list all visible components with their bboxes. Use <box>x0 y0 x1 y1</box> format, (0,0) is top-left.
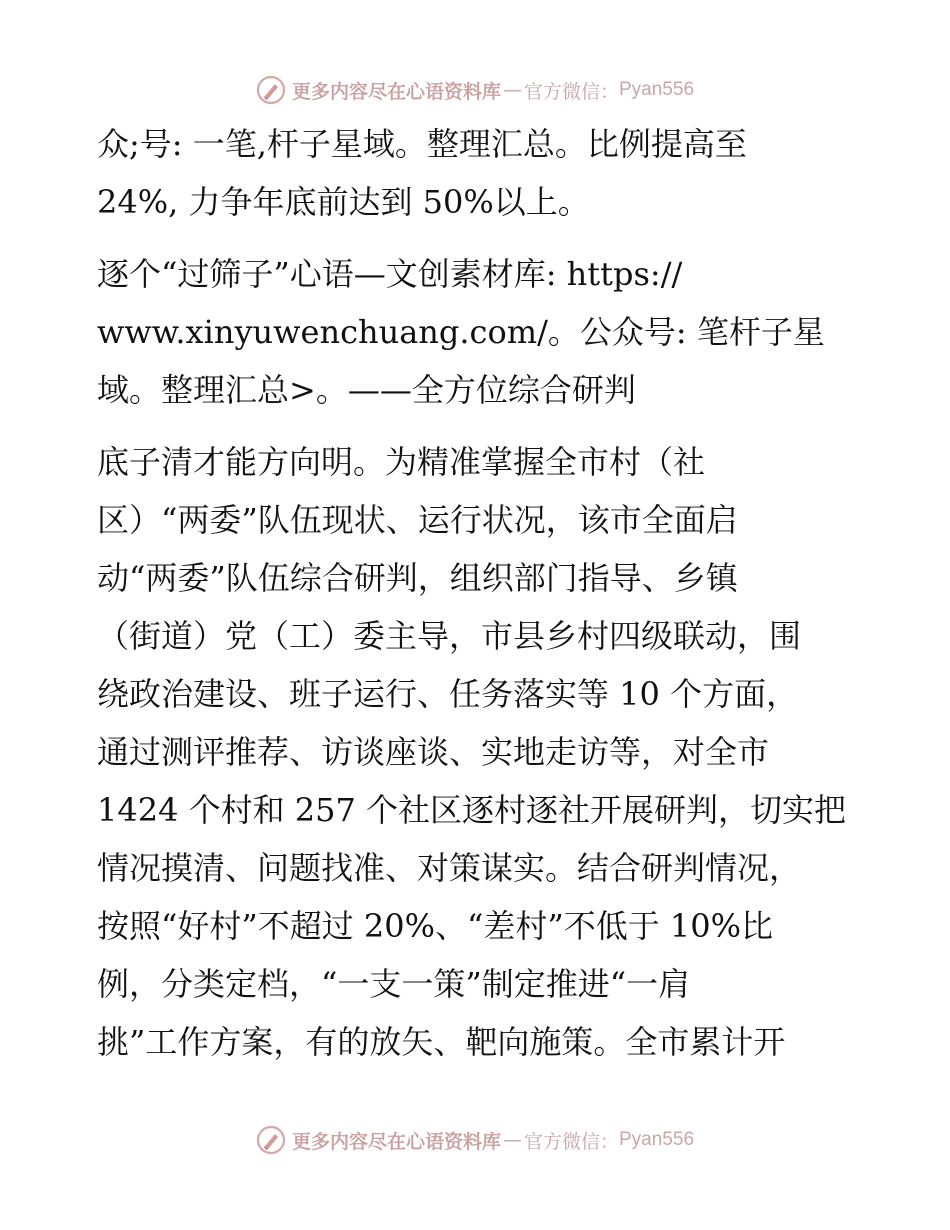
watermark-official-text: 官方微信： <box>523 80 619 103</box>
text-line: 众;号: 一笔,杆子星域。整理汇总。比例提高至 <box>97 125 747 163</box>
text-line: 1424 个村和 257 个社区逐村逐社开展研判，切实把 <box>97 791 847 829</box>
text-line: 挑”工作方案，有的放矢、靶向施策。全市累计开 <box>97 1023 786 1061</box>
watermark-separator: — <box>502 79 522 101</box>
text-line: 情况摸清、问题找准、对策谋实。结合研判情况， <box>97 849 802 887</box>
text-line: 24%, 力争年底前达到 50%以上。 <box>97 183 590 221</box>
watermark-wechat-id: Pyan556 <box>619 79 695 100</box>
text-line: 按照“好村”不超过 20%、“差村”不低于 10%比 <box>97 907 774 945</box>
text-line: 动“两委”队伍综合研判，组织部门指导、乡镇 <box>97 559 738 597</box>
paragraph-2 <box>97 245 857 419</box>
text-line: （街道）党（工）委主导，市县乡村四级联动，围 <box>97 617 802 655</box>
text-line: 区）“两委”队伍现状、运行状况，该市全面启 <box>97 501 738 539</box>
watermark-site-text: 更多内容尽在心语资料库 <box>291 80 501 103</box>
watermark-wechat-id: Pyan556 <box>619 1129 695 1150</box>
watermark-separator: — <box>502 1129 522 1151</box>
text-line: 例，分类定档，“一支一策”制定推进“一肩 <box>97 965 691 1003</box>
text-line: www.xinyuwenchuang.com/。公众号: 笔杆子星 <box>97 313 825 351</box>
paragraph-3 <box>97 433 857 1071</box>
text-line: 绕政治建设、班子运行、任务落实等 10 个方面， <box>97 675 799 713</box>
document-body <box>97 115 857 1071</box>
pen-logo-icon <box>256 1125 286 1155</box>
watermark-site-text: 更多内容尽在心语资料库 <box>291 1130 501 1153</box>
watermark-official-text: 官方微信： <box>523 1130 619 1153</box>
paragraph-1 <box>97 115 857 231</box>
pen-logo-icon <box>256 75 286 105</box>
text-line: 底子清才能方向明。为精准掌握全市村（社 <box>97 443 706 481</box>
watermark-header <box>0 70 950 110</box>
text-line: 域。整理汇总>。——全方位综合研判 <box>97 371 636 409</box>
text-line: 逐个“过筛子”心语—文创素材库: https:// <box>97 255 683 293</box>
text-line: 通过测评推荐、访谈座谈、实地走访等，对全市 <box>97 733 770 771</box>
watermark-footer <box>0 1120 950 1160</box>
